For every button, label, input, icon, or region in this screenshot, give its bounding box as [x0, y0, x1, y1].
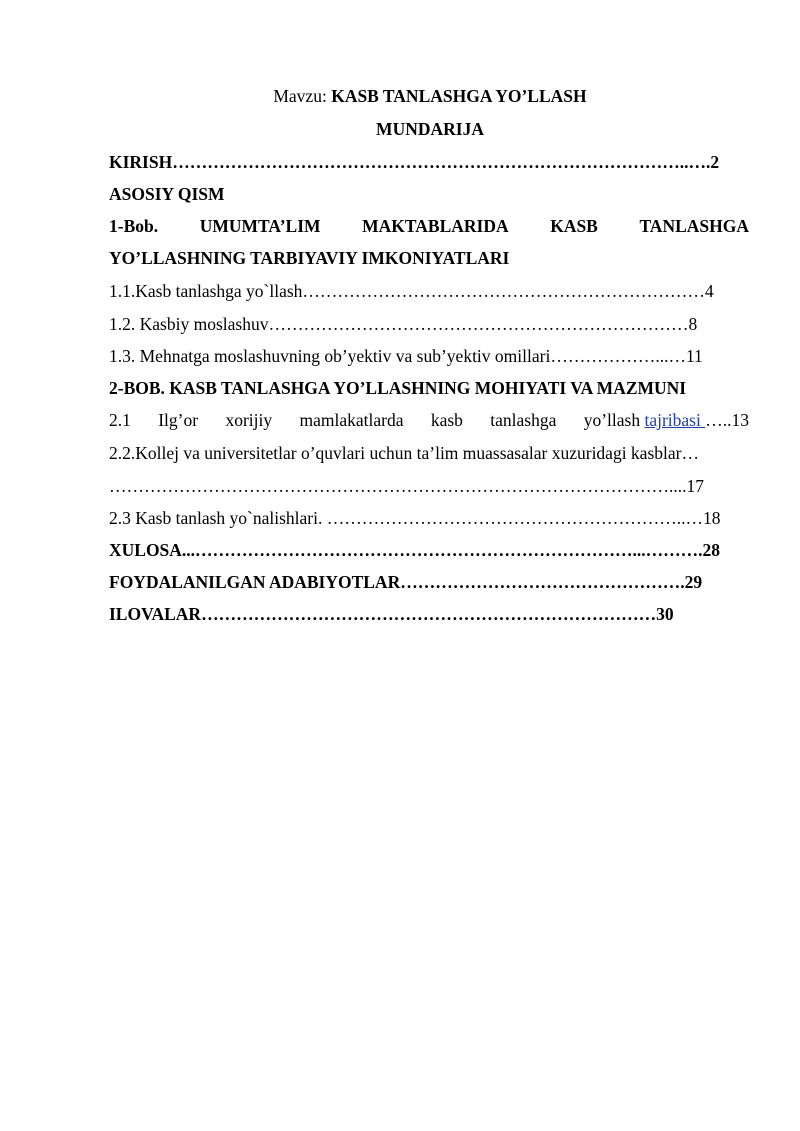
- toc-appendices: ILOVALAR……………………………………………………………………30: [109, 604, 674, 624]
- toc-intro: KIRISH……………………………………………………………………………..….2: [109, 152, 720, 172]
- toc-ch1-word: TANLASHGA: [639, 216, 749, 236]
- toc-s21-word: kasb: [430, 410, 463, 430]
- toc-s21-word: xorijiy: [225, 410, 273, 430]
- toc-chapter-1-line-2: YO’LLASHNING TARBIYAVIY IMKONIYATLARI: [109, 248, 510, 268]
- topic-prefix: Mavzu:: [273, 86, 332, 106]
- toc-section-1-2: 1.2. Kasbiy moslashuv………………………………………………………………8: [109, 314, 698, 334]
- toc-ch1-word: KASB: [550, 216, 598, 236]
- toc-conclusion: XULOSA...…………………………………………………………………...……….28: [109, 540, 721, 560]
- toc-s21-word: mamlakatlarda: [299, 410, 404, 430]
- toc-ch1-word: 1-Bob.: [109, 216, 159, 236]
- toc-s21-tail-text: yo’llash: [583, 410, 645, 430]
- toc-s21-word: tanlashga: [490, 410, 557, 430]
- toc-section-1-3: 1.3. Mehnatga moslashuvning ob’yektiv va sub’yektiv omillari………………...…11: [109, 346, 703, 366]
- toc-s21-word: Ilg’or: [158, 410, 199, 430]
- toc-s21-word: 2.1: [109, 410, 131, 430]
- toc-s21-tail: [584, 410, 749, 431]
- toc-ch1-word: UMUMTA’LIM: [199, 216, 321, 236]
- topic-line: [0, 86, 800, 107]
- toc-section-2-2-line-2: ……………………………………………………………………………………....17: [109, 476, 704, 496]
- toc-s21-page: …..13: [705, 410, 749, 430]
- toc-chapter-2: 2-BOB. KASB TANLASHGA YO’LLASHNING MOHIYATI VA MAZMUNI: [109, 378, 687, 398]
- toc-ch1-word: MAKTABLARIDA: [362, 216, 509, 236]
- toc-chapter-1-line-1: [109, 216, 749, 237]
- toc-section-2-3: 2.3 Kasb tanlash yo`nalishlari. ……………………………………………………..…18: [109, 508, 721, 528]
- toc-section-2-2-line-1: 2.2.Kollej va universitetlar o’quvlari uchun ta’lim muassasalar xuzuridagi kasblar…: [109, 443, 699, 463]
- toc-references: FOYDALANILGAN ADABIYOTLAR………………………………………….29: [109, 572, 703, 592]
- contents-heading: MUNDARIJA: [376, 119, 484, 139]
- topic-title: KASB TANLASHGA YO’LLASH: [331, 86, 587, 106]
- toc-main-part: ASOSIY QISM: [109, 184, 225, 204]
- toc-section-1-1: 1.1.Kasb tanlashga yo`llash……………………………………………………………4: [109, 281, 714, 301]
- tajribasi-link[interactable]: tajribasi: [644, 410, 706, 430]
- toc-section-2-1: [109, 410, 749, 431]
